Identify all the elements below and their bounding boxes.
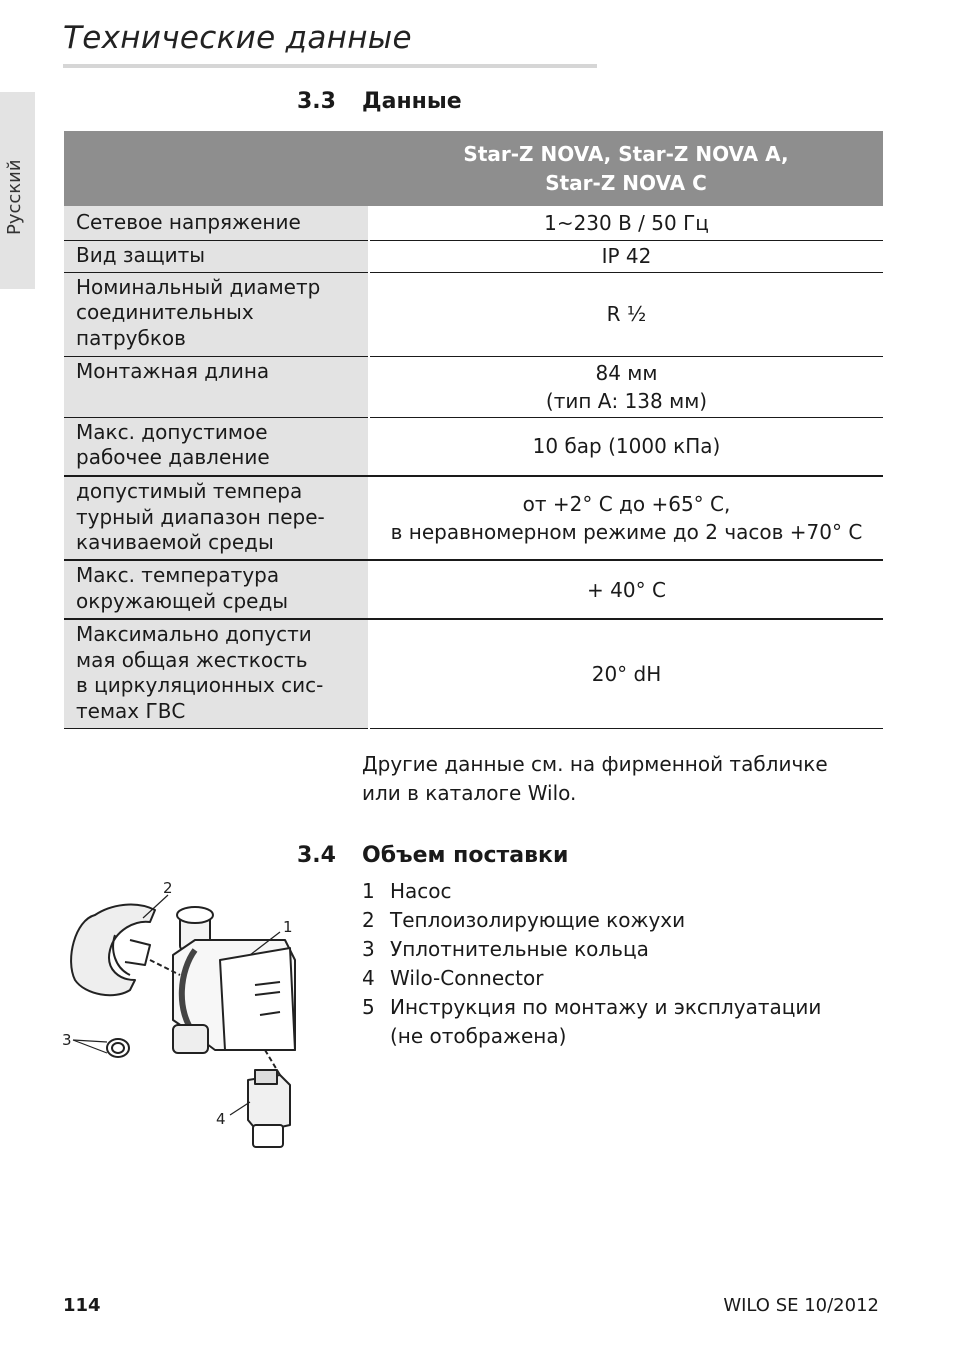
list-item-number: 2 [362, 908, 375, 932]
note-line: или в каталоге Wilo. [362, 781, 577, 805]
row-value [369, 476, 883, 560]
row-value [369, 619, 883, 728]
row-label [64, 619, 369, 728]
figure-label-1: 1 [283, 918, 293, 936]
table-header-row [64, 131, 883, 206]
list-item [362, 993, 882, 1051]
page-header-title: Технические данные [63, 20, 412, 56]
technical-data-table [64, 131, 883, 729]
list-item [362, 906, 882, 935]
table-row [64, 356, 883, 417]
header-rule [63, 64, 597, 68]
list-item [362, 964, 882, 993]
table-row [64, 560, 883, 619]
figure-label-4: 4 [216, 1110, 226, 1128]
list-item-text: Насос [390, 879, 452, 903]
list-item [362, 935, 882, 964]
section-number-supply: 3.4 [297, 843, 336, 868]
list-item-text: Инструкция по монтажу и эксплуатации [390, 995, 822, 1019]
row-value-line: 84 мм [595, 360, 658, 385]
row-value-line: R ½ [606, 302, 647, 326]
row-label-line: окружающей среды [76, 588, 289, 613]
table-row [64, 206, 883, 240]
row-label-line: Максимально допусти [76, 622, 312, 646]
row-value [369, 272, 883, 356]
row-label-line: Номинальный диаметр [76, 274, 321, 299]
list-item-text: Уплотнительные кольца [390, 937, 649, 961]
language-tab-label: Русский [4, 159, 25, 235]
row-label-line: Вид защиты [76, 243, 206, 268]
row-label-line: Макс. температура [76, 563, 280, 587]
row-label-line: рабочее давление [76, 445, 270, 469]
row-value [369, 240, 883, 272]
figure-label-2: 2 [163, 879, 173, 897]
row-value [369, 560, 883, 619]
row-label-line: патрубков [76, 325, 186, 350]
table-header-empty [64, 131, 369, 206]
list-item-text: Wilo-Connector [390, 966, 544, 990]
row-label [64, 206, 369, 240]
list-item [362, 877, 882, 906]
row-value-line: 10 бар (1000 кПа) [532, 434, 721, 459]
row-label [64, 476, 369, 560]
row-label-line: мая общая жесткость [76, 647, 308, 672]
table-header-line: Star-Z NOVA C [545, 170, 707, 195]
list-item-text: Теплоизолирующие кожухи [390, 908, 686, 932]
row-label-line: Монтажная длина [76, 358, 270, 383]
row-label-line: соединительных [76, 300, 254, 324]
row-label-line: турный диапазон пере- [76, 504, 325, 529]
row-value [369, 417, 883, 476]
table-row [64, 240, 883, 272]
row-value-line: в неравномерном режиме до 2 часов +70° C [390, 520, 863, 544]
row-value-line: (тип А: 138 мм) [545, 388, 708, 413]
row-label-line: темах ГВС [76, 698, 186, 723]
table-row [64, 417, 883, 476]
table-row [64, 272, 883, 356]
figure-label-3: 3 [62, 1031, 72, 1049]
list-item-number: 4 [362, 966, 375, 990]
row-value [369, 356, 883, 417]
footer-brand: WILO SE 10/2012 [723, 1295, 879, 1316]
row-label-line: допустимый темпера [76, 479, 303, 503]
row-label-line: в циркуляционных сис- [76, 673, 324, 697]
table-header-model [369, 131, 883, 206]
row-label-line: Сетевое напряжение [76, 210, 301, 234]
table-row [64, 476, 883, 560]
row-label [64, 240, 369, 272]
row-label [64, 356, 369, 417]
pump-illustration [55, 870, 325, 1160]
table-row [64, 619, 883, 728]
section-number-data: 3.3 [297, 89, 336, 114]
list-item-number: 5 [362, 995, 375, 1019]
list-item-number: 1 [362, 879, 375, 903]
table-header-line: Star-Z NOVA, Star-Z NOVA A, [463, 141, 789, 166]
row-label-line: Макс. допустимое [76, 419, 268, 444]
row-label-line: качиваемой среды [76, 530, 274, 554]
additional-info-note [362, 750, 872, 808]
section-title-supply: Объем поставки [362, 843, 569, 868]
row-value-line: 20° dH [591, 661, 662, 686]
section-title-data: Данные [362, 89, 462, 114]
row-value [369, 206, 883, 240]
row-label [64, 560, 369, 619]
row-value-line: от +2° C до +65° C, [522, 492, 731, 516]
supply-list [362, 877, 882, 1051]
note-line: Другие данные см. на фирменной табличке [362, 752, 828, 776]
list-item-text: (не отображена) [390, 1024, 567, 1048]
row-value-line: + 40° C [587, 577, 666, 602]
row-value-line: 1~230 В / 50 Гц [544, 210, 709, 235]
page-number: 114 [63, 1295, 101, 1316]
list-item-number: 3 [362, 937, 375, 961]
row-label [64, 417, 369, 476]
row-value-line: IP 42 [601, 244, 652, 268]
row-label [64, 272, 369, 356]
